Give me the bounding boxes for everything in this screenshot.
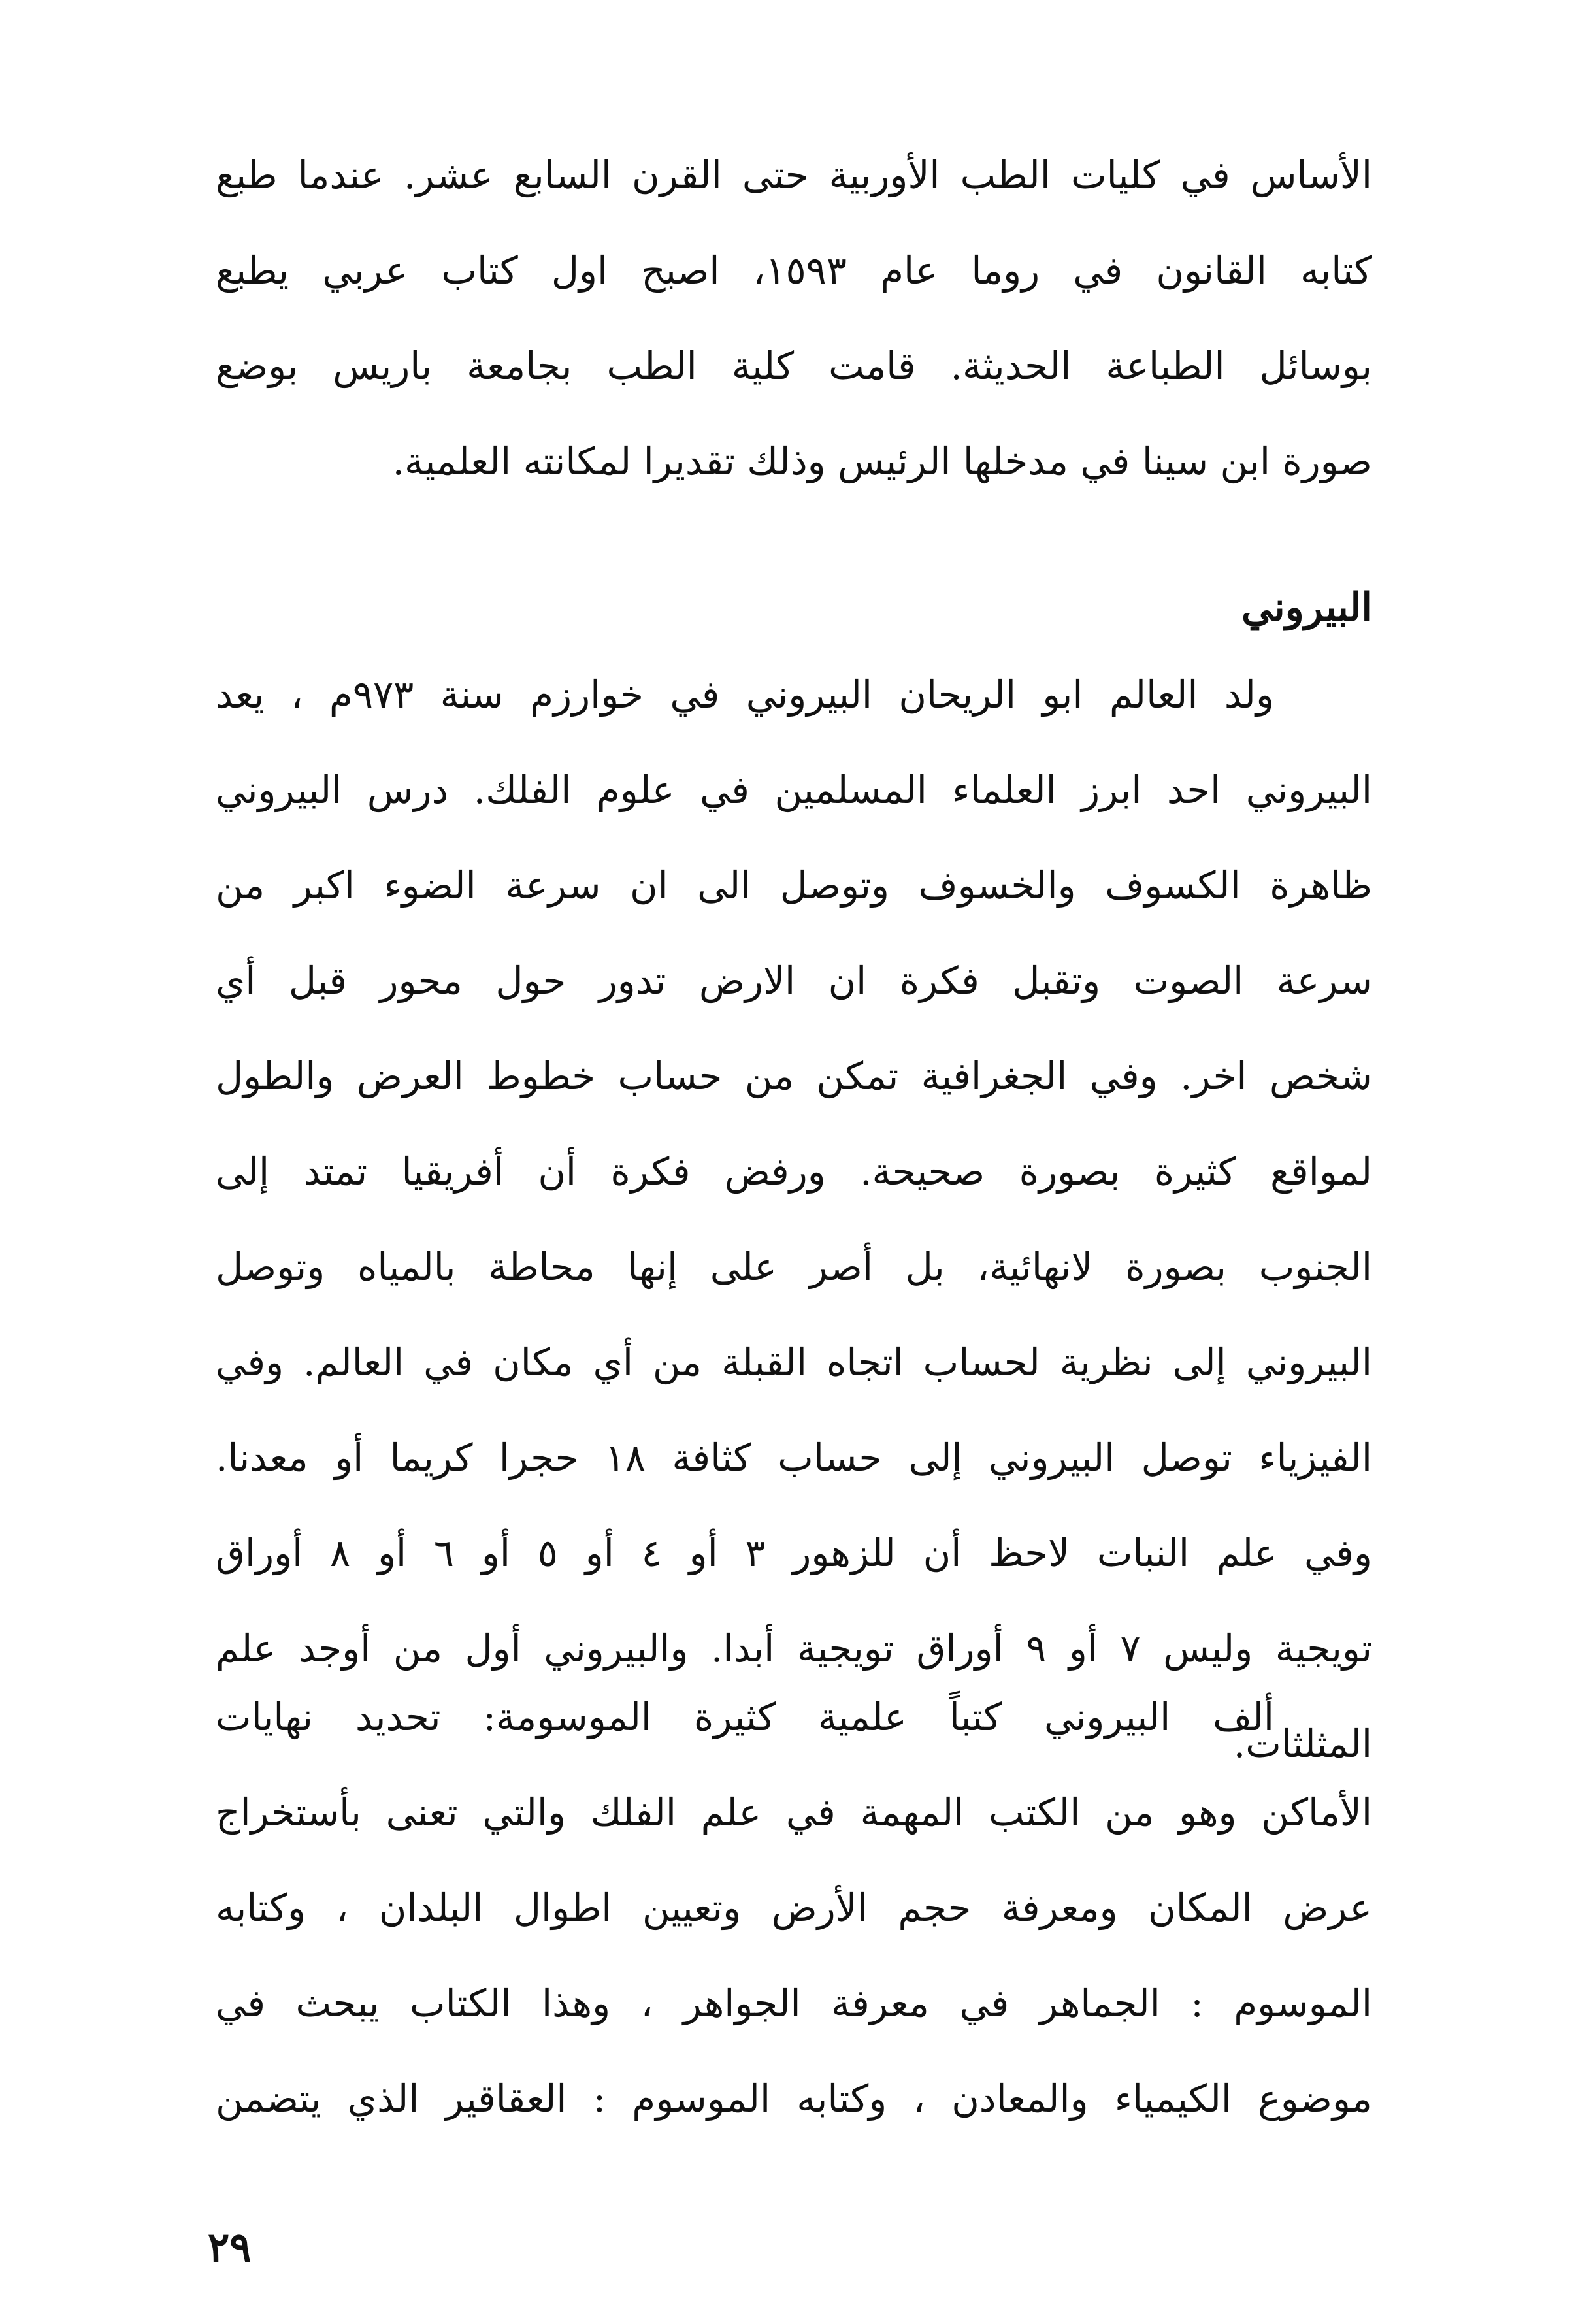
intro-paragraph xyxy=(216,127,1372,509)
text-line: الأساس في كليات الطب الأوربية حتى القرن السابع عشر. عندما طبع xyxy=(216,153,1372,197)
text-line: الأماكن وهو من الكتب المهمة في علم الفلك والتي تعنى بأستخراج xyxy=(216,1790,1372,1835)
text-line: الجنوب بصورة لانهائية، بل أصر على إنها محاطة بالمياه وتوصل xyxy=(216,1245,1372,1289)
text-line: لمواقع كثيرة بصورة صحيحة. ورفض فكرة أن أفريقيا تمتد إلى xyxy=(216,1149,1372,1194)
page-number: ٢٩ xyxy=(208,2223,252,2271)
text-line: البيروني احد ابرز العلماء المسلمين في علوم الفلك. درس البيروني xyxy=(216,768,1372,812)
text-line: الفيزياء توصل البيروني إلى حساب كثافة ١٨ حجرا كريما أو معدنا. xyxy=(216,1435,1373,1480)
text-line: سرعة الصوت وتقبل فكرة ان الارض تدور حول محور قبل أي xyxy=(216,958,1372,1003)
text-line: ألف البيروني كتباً علمية كثيرة الموسومة: تحديد نهايات xyxy=(216,1695,1274,1739)
biruni-paragraph-2 xyxy=(216,1669,1372,2146)
text-line: عرض المكان ومعرفة حجم الأرض وتعيين اطوال البلدان ، وكتابه xyxy=(216,1886,1372,1930)
text-line: بوسائل الطباعة الحديثة. قامت كلية الطب بجامعة باريس بوضع xyxy=(216,344,1372,388)
section-heading: البيروني xyxy=(1241,585,1372,630)
text-line: وفي علم النبات لاحظ أن للزهور ٣ أو ٤ أو ٥ أو ٦ أو ٨ أوراق xyxy=(216,1531,1373,1575)
text-line: ولد العالم ابو الريحان البيروني في خوارزم سنة ٩٧٣م ، يعد xyxy=(216,672,1274,717)
text-line: صورة ابن سينا في مدخلها الرئيس وذلك تقديرا لمكانته العلمية. xyxy=(392,439,1372,483)
text-line: موضوع الكيمياء والمعادن ، وكتابه الموسوم : العقاقير الذي يتضمن xyxy=(216,2076,1372,2121)
text-line: ظاهرة الكسوف والخسوف وتوصل الى ان سرعة الضوء اكبر من xyxy=(216,863,1372,908)
text-line: البيروني إلى نظرية لحساب اتجاه القبلة من أي مكان في العالم. وفي xyxy=(216,1340,1372,1384)
text-line: شخص اخر. وفي الجغرافية تمكن من حساب خطوط العرض والطول xyxy=(216,1054,1372,1098)
text-line: المثلثات. xyxy=(1233,1722,1372,1766)
text-line: الموسوم : الجماهر في معرفة الجواهر ، وهذا الكتاب يبحث في xyxy=(216,1981,1372,2025)
text-line: كتابه القانون في روما عام ١٥٩٣، اصبح اول كتاب عربي يطبع xyxy=(216,248,1372,293)
biruni-paragraph-1 xyxy=(216,647,1372,1792)
text-line: تويجية وليس ٧ أو ٩ أوراق تويجية أبدا. والبيروني أول من أوجد علم xyxy=(216,1626,1372,1671)
